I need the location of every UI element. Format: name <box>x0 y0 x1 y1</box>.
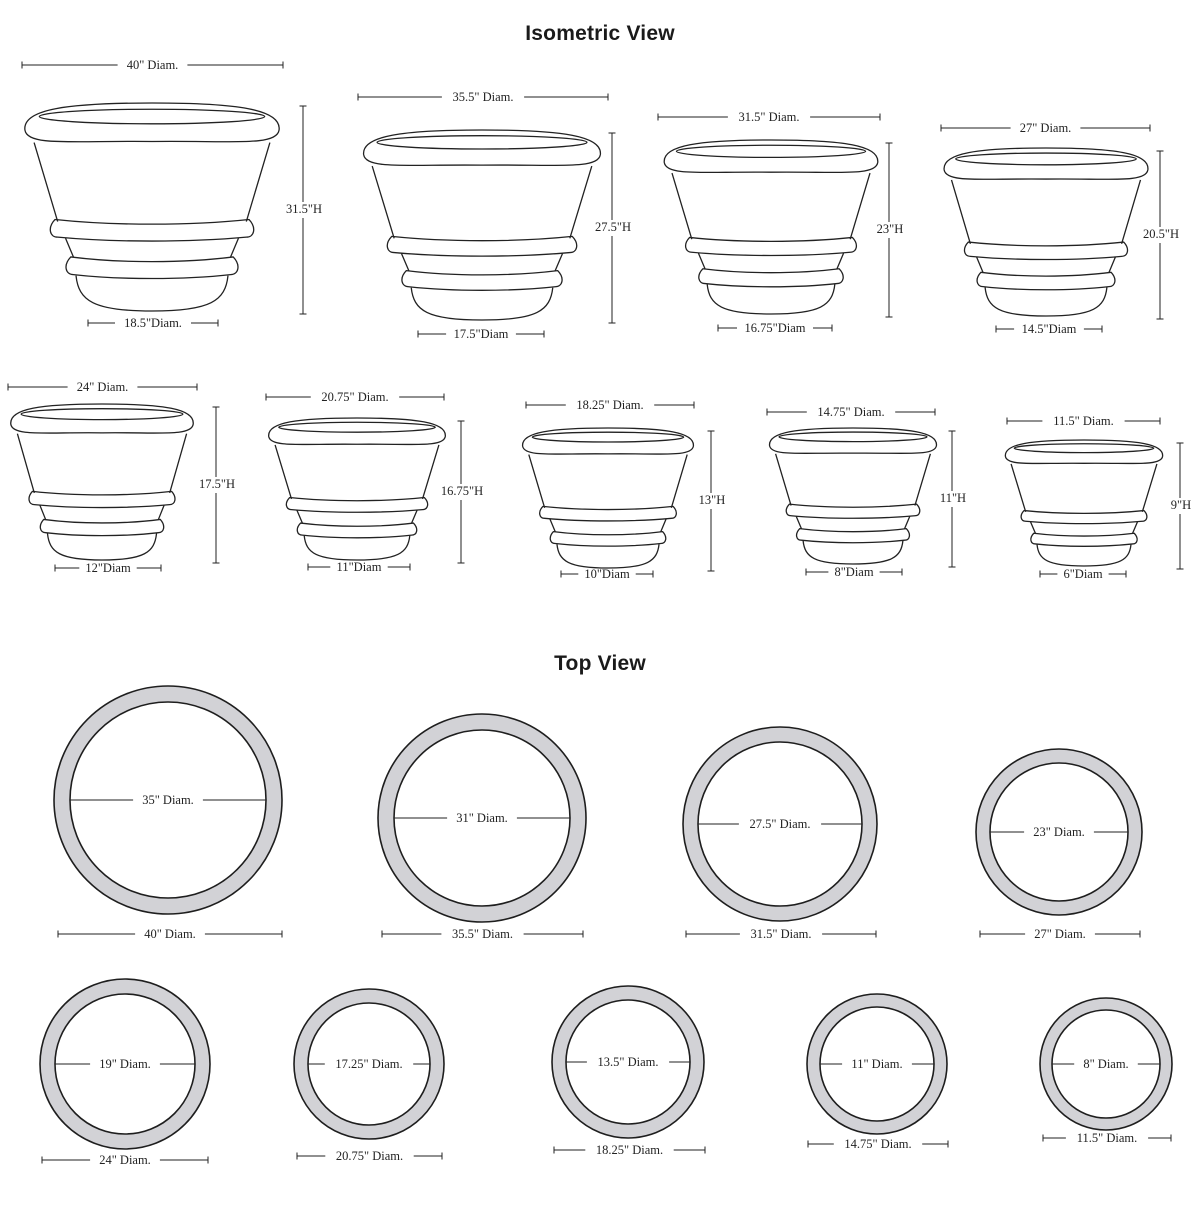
pot-body <box>275 445 439 560</box>
height-label: 13"H <box>698 492 726 507</box>
dimension-label: 24" Diam. <box>76 379 129 394</box>
height-label: 16.75"H <box>440 483 484 498</box>
dimension-label: 27.5" Diam. <box>749 816 811 831</box>
base-diameter-dimension <box>806 565 902 579</box>
dimension-label: 23" Diam. <box>1033 824 1085 839</box>
isometric-pot-8 <box>767 405 966 579</box>
pot-band-upper <box>1021 511 1147 524</box>
base-diameter-dimension <box>718 321 832 335</box>
isometric-pot-9 <box>1005 414 1191 581</box>
dimension-label: 40" Diam. <box>126 57 179 72</box>
height-label: 9"H <box>1170 497 1192 512</box>
isometric-pot-5 <box>8 380 235 575</box>
top-diameter-dimension <box>767 405 935 419</box>
pot-outline <box>664 140 878 314</box>
pot-rim-lip <box>377 136 587 149</box>
pot-band-upper <box>540 506 677 521</box>
outer-diameter-dimension <box>554 1143 705 1157</box>
isometric-view-title: Isometric View <box>525 22 675 45</box>
base-diameter-dimension <box>308 560 410 574</box>
base-diameter-dimension <box>561 567 653 581</box>
dimension-label: 11" Diam. <box>851 1056 903 1071</box>
isometric-pot-2 <box>358 90 631 341</box>
dimension-label: 14.75" Diam. <box>844 1136 912 1151</box>
dimension-label: 19" Diam. <box>99 1056 151 1071</box>
dimension-label: 31.5" Diam. <box>738 109 800 124</box>
dimension-label: 20.75" Diam. <box>321 389 389 404</box>
top-diameter-dimension <box>22 58 283 72</box>
top-diameter-dimension <box>1007 414 1160 428</box>
pot-body <box>952 180 1141 316</box>
pot-band-upper <box>29 491 175 507</box>
dimension-label: 17.5"Diam <box>453 326 509 341</box>
outer-diameter-dimension <box>1043 1131 1171 1145</box>
height-label: 11"H <box>939 490 967 505</box>
pot-band-lower <box>66 257 238 279</box>
pot-body <box>1011 464 1157 566</box>
dimension-label: 12"Diam <box>85 560 131 575</box>
dimension-label: 11.5" Diam. <box>1076 1130 1138 1145</box>
pot-band-upper <box>387 236 576 256</box>
dimension-label: 8" Diam. <box>1083 1056 1129 1071</box>
outer-diameter-dimension <box>42 1153 208 1167</box>
pot-outline <box>269 418 446 560</box>
pot-body <box>17 434 186 560</box>
top-view-ring-6 <box>294 989 444 1163</box>
pot-outline <box>364 130 601 320</box>
base-diameter-dimension <box>55 561 161 575</box>
top-diameter-dimension <box>358 90 608 104</box>
pot-band-upper <box>964 242 1127 259</box>
isometric-pot-1 <box>22 58 322 330</box>
height-dimension <box>595 133 631 323</box>
pot-band-lower <box>550 532 665 547</box>
top-diameter-dimension <box>266 390 444 404</box>
outer-diameter-dimension <box>980 927 1140 941</box>
pot-outline <box>1005 440 1162 566</box>
dimension-label: 18.5"Diam. <box>124 315 182 330</box>
base-diameter-dimension <box>88 316 218 330</box>
dimension-label: 31" Diam. <box>456 810 508 825</box>
pot-band-upper <box>50 219 253 241</box>
dimension-label: 14.5"Diam <box>1021 321 1077 336</box>
top-view-ring-9 <box>1040 998 1172 1145</box>
dimension-label: 31.5" Diam. <box>750 926 812 941</box>
pot-outline <box>944 148 1148 316</box>
top-view-ring-2 <box>378 714 586 941</box>
top-view <box>40 686 1172 1167</box>
dimension-label: 20.75" Diam. <box>335 1148 404 1163</box>
height-dimension <box>1171 443 1191 569</box>
top-view-ring-7 <box>552 986 705 1157</box>
dimension-label: 13.5" Diam. <box>597 1054 659 1069</box>
outer-diameter-dimension <box>382 927 583 941</box>
height-dimension <box>940 431 966 567</box>
dimension-label: 16.75"Diam <box>744 320 806 335</box>
pot-outline <box>11 404 194 560</box>
pot-band-lower <box>797 529 910 543</box>
top-view-title: Top View <box>554 652 646 675</box>
pot-rim-lip <box>676 145 865 157</box>
top-view-ring-5 <box>40 979 210 1167</box>
pot-band-upper <box>286 498 427 513</box>
pot-band-upper <box>686 237 857 255</box>
pot-body <box>776 454 931 564</box>
pot-rim-lip <box>1014 444 1153 453</box>
height-dimension <box>699 431 726 571</box>
dimension-label: 40" Diam. <box>144 926 196 941</box>
pot-band-lower <box>402 271 562 291</box>
isometric-pot-6 <box>266 390 483 574</box>
dimension-label: 18.25" Diam. <box>576 397 644 412</box>
top-diameter-dimension <box>526 398 694 412</box>
top-view-ring-1 <box>54 686 282 941</box>
pot-band-lower <box>1031 533 1137 546</box>
height-dimension <box>286 106 322 314</box>
height-dimension <box>441 421 483 563</box>
height-label: 23"H <box>876 221 904 236</box>
dimension-label: 27" Diam. <box>1019 120 1072 135</box>
pot-rim-lip <box>779 432 927 442</box>
pot-rim-lip <box>532 432 683 442</box>
dimension-label: 6"Diam <box>1063 566 1103 581</box>
top-diameter-dimension <box>658 110 880 124</box>
top-view-ring-8 <box>807 994 948 1151</box>
base-diameter-dimension <box>1040 567 1126 581</box>
dimension-label: 35" Diam. <box>142 792 194 807</box>
pot-band-lower <box>40 519 163 535</box>
outer-diameter-dimension <box>58 927 282 941</box>
height-label: 27.5"H <box>594 219 632 234</box>
pot-outline <box>770 428 937 564</box>
dimension-label: 18.25" Diam. <box>595 1142 664 1157</box>
top-diameter-dimension <box>8 380 197 394</box>
height-label: 31.5"H <box>285 201 323 216</box>
pot-band-upper <box>786 504 920 518</box>
pot-outline <box>523 428 694 568</box>
isometric-view <box>8 58 1191 581</box>
top-view-ring-3 <box>683 727 877 941</box>
pot-body <box>34 143 270 311</box>
dimension-label: 11"Diam <box>336 559 382 574</box>
pot-body <box>529 455 687 568</box>
dimension-label: 35.5" Diam. <box>452 926 513 941</box>
outer-diameter-dimension <box>686 927 876 941</box>
pot-body <box>672 173 870 314</box>
dimension-label: 11.5" Diam. <box>1053 413 1114 428</box>
top-view-ring-4 <box>976 749 1142 941</box>
isometric-pot-3 <box>658 110 903 335</box>
dimension-label: 24" Diam. <box>99 1152 151 1167</box>
pot-rim-lip <box>21 409 183 420</box>
isometric-pot-4 <box>941 121 1179 336</box>
base-diameter-dimension <box>418 327 544 341</box>
pot-body <box>372 166 592 320</box>
height-dimension <box>877 143 904 317</box>
outer-diameter-dimension <box>808 1137 948 1151</box>
isometric-pot-7 <box>523 398 726 581</box>
dimension-label: 8"Diam <box>834 564 874 579</box>
pot-band-lower <box>699 269 843 287</box>
dimension-label: 35.5" Diam. <box>452 89 514 104</box>
pot-rim-lip <box>279 422 436 432</box>
dimension-label: 14.75" Diam. <box>817 404 885 419</box>
height-dimension <box>199 407 235 563</box>
dimension-label: 17.25" Diam. <box>335 1056 403 1071</box>
pot-rim-lip <box>39 109 264 124</box>
base-diameter-dimension <box>996 322 1102 336</box>
height-label: 20.5"H <box>1142 226 1180 241</box>
height-dimension <box>1143 151 1179 319</box>
outer-diameter-dimension <box>297 1149 442 1163</box>
dimension-label: 10"Diam <box>584 566 630 581</box>
top-diameter-dimension <box>941 121 1150 135</box>
dimension-label: 27" Diam. <box>1034 926 1086 941</box>
pot-outline <box>25 103 279 311</box>
pot-band-lower <box>977 272 1115 289</box>
height-label: 17.5"H <box>198 476 236 491</box>
pot-band-lower <box>297 523 416 538</box>
pot-rim-lip <box>956 153 1137 165</box>
